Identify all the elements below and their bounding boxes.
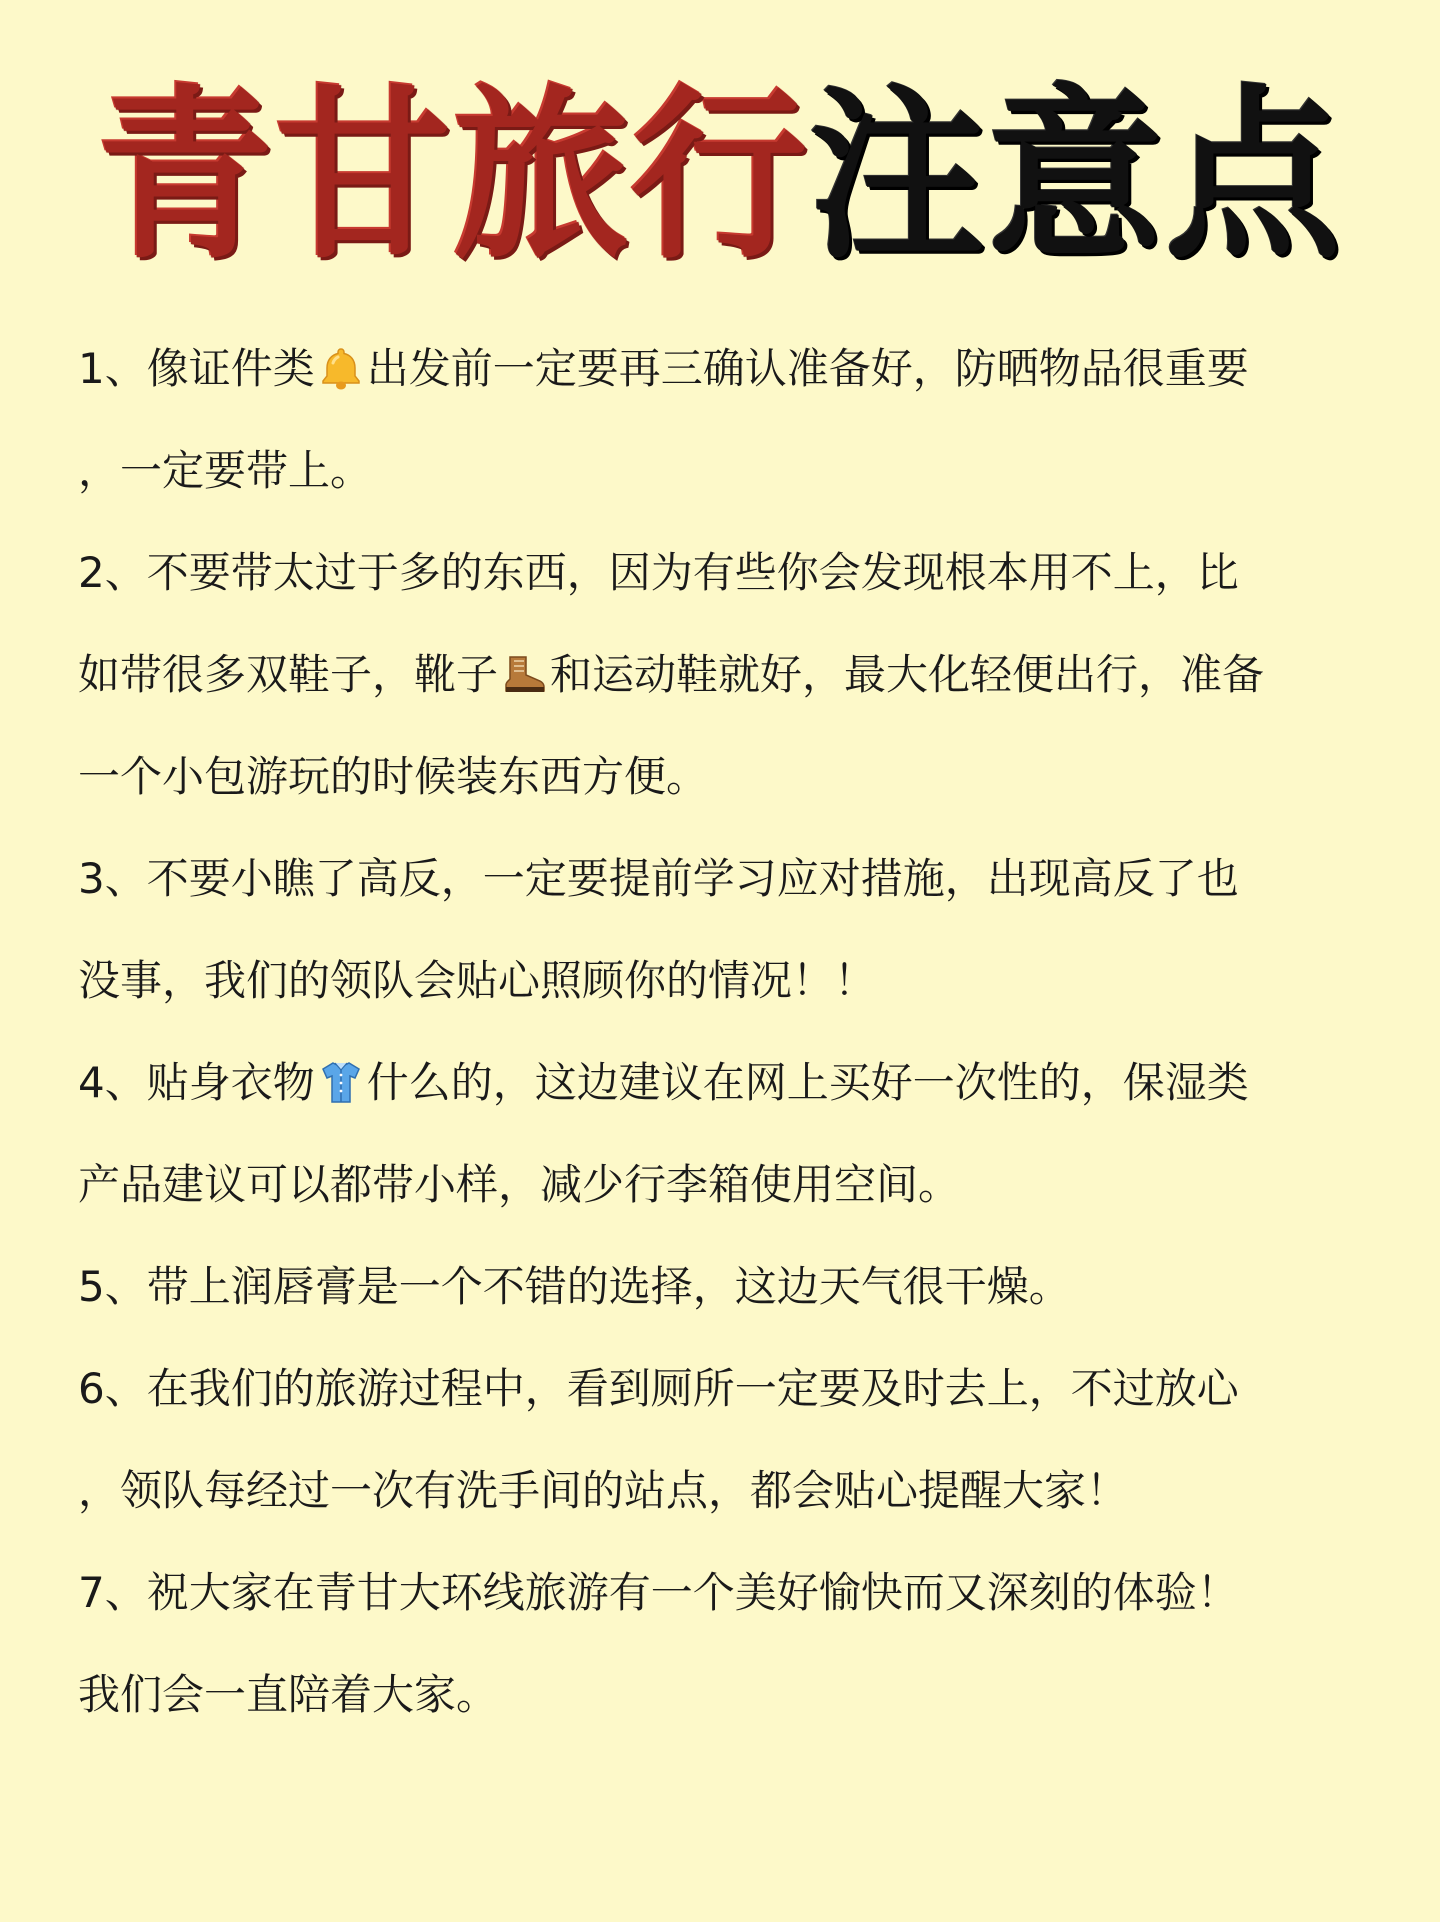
line-text: 出发前一定要再三确认准备好，防晒物品很重要 [366,344,1249,393]
text-line [78,1236,1378,1338]
text-line [78,1542,1378,1644]
bell-icon [317,326,365,372]
line-text: 7、祝大家在青甘大环线旅游有一个美好愉快而又深刻的体验！ [78,1568,1239,1617]
line-text: 6、在我们的旅游过程中，看到厕所一定要及时去上，不过放心 [78,1364,1239,1413]
text-line [78,1134,1378,1236]
boot-icon [500,632,548,678]
text-line [78,318,1378,420]
text-line [78,930,1378,1032]
text-line [78,828,1378,930]
line-text: 一个小包游玩的时候装东西方便。 [78,752,709,801]
text-line [78,726,1378,828]
title-black-part: 注意点 [809,68,1344,285]
notes-list [78,318,1378,1746]
line-text: 4、贴身衣物 [78,1058,315,1107]
line-text: 1、像证件类 [78,344,315,393]
text-line [78,1440,1378,1542]
line-text: 我们会一直陪着大家。 [78,1670,499,1719]
shirt-icon [317,1040,365,1086]
line-text: 2、不要带太过于多的东西，因为有些你会发现根本用不上，比 [78,548,1239,597]
line-text: ，领队每经过一次有洗手间的站点，都会贴心提醒大家！ [78,1466,1129,1515]
line-text: 没事，我们的领队会贴心照顾你的情况！！ [78,956,877,1005]
title-red-part: 青甘旅行 [96,68,809,285]
line-text: 产品建议可以都带小样，减少行李箱使用空间。 [78,1160,961,1209]
page-title [0,62,1440,292]
text-line [78,522,1378,624]
line-text: 3、不要小瞧了高反，一定要提前学习应对措施，出现高反了也 [78,854,1239,903]
line-text: 如带很多双鞋子，靴子 [78,650,499,699]
text-line [78,1032,1378,1134]
line-text: 5、带上润唇膏是一个不错的选择，这边天气很干燥。 [78,1262,1071,1311]
line-text: 和运动鞋就好，最大化轻便出行，准备 [550,650,1265,699]
line-text: ，一定要带上。 [78,446,373,495]
line-text: 什么的，这边建议在网上买好一次性的，保湿类 [366,1058,1249,1107]
text-line [78,420,1378,522]
text-line [78,624,1378,726]
text-line [78,1338,1378,1440]
text-line [78,1644,1378,1746]
